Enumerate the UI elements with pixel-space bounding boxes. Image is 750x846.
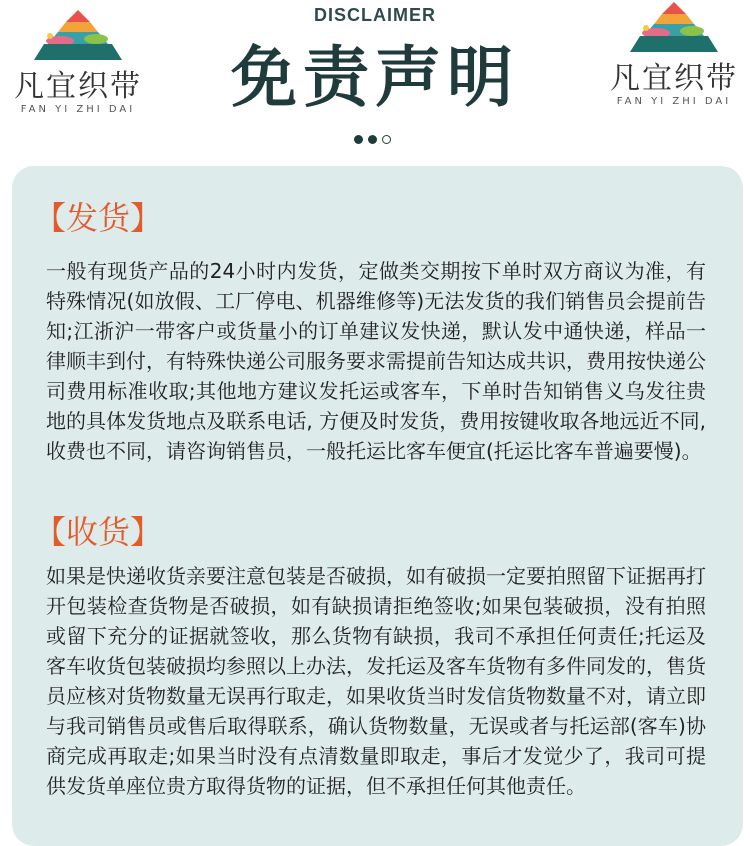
page-title: 免责声明 [231,39,519,116]
logo-chinese-name: 凡宜织带 [610,61,738,96]
section-title-receiving [34,512,162,552]
carousel-dot[interactable] [368,135,377,144]
logo-chinese-name: 凡宜织带 [14,69,142,104]
bracket-open: 【 [34,199,67,237]
carousel-indicator [354,135,391,144]
section-title-text: 发货 [66,199,131,237]
bracket-open: 【 [34,513,67,551]
carousel-dot[interactable] [354,135,363,144]
section-title-shipping [34,198,162,238]
disclaimer-english-heading: DISCLAIMER [314,5,436,25]
shipping-paragraph: 一般有现货产品的24小时内发货，定做类交期按下单时双方商议为准，有特殊情况(如放假、工厂停电、机器维修等)无法发货的我们销售员会提前告知;江浙沪一带客户或货量小的订单建议发快递，默认发中通快递，样品一律顺丰到付，有特殊快递公司服务要求需提前告知达成共识，费用按快递公司费用标准收取;其他地方建议发托运或客车，下单时告知销售义乌发往贵地的具体发货地点及联系电话, 方便及时发货，费用按键收取各地远近不同, 收费也不同，请咨询销售员，一般托运比客车便宜(托运比客车普遍要慢)。 [46,259,706,463]
logo-english-name: FAN YI ZHI DAI [20,104,136,115]
bracket-close: 】 [130,199,163,237]
bracket-close: 】 [130,513,163,551]
carousel-dot[interactable] [382,135,391,144]
logo-english-name: FAN YI ZHI DAI [616,96,732,107]
section-title-text: 收货 [66,513,131,551]
receiving-paragraph: 如果是快递收货亲要注意包装是否破损，如有破损一定要拍照留下证据再打开包装检查货物是否破损，如有缺损请拒绝签收;如果包装破损，没有拍照或留下充分的证据就签收，那么货物有缺损，我司不承担任何责任;托运及客车收货包装破损均参照以上办法，发托运及客车货物有多件同发的，售货员应核对货物数量无误再行取走，如果收货当时发信货物数量不对，请立即与我司销售员或售后取得联系，确认货物数量，无误或者与托运部(客车)协商完成再取走;如果当时没有点清数量即取走，事后才发觉少了，我司可提供发货单座位贵方取得货物的证据，但不承担任何其他责任。 [46,564,706,798]
